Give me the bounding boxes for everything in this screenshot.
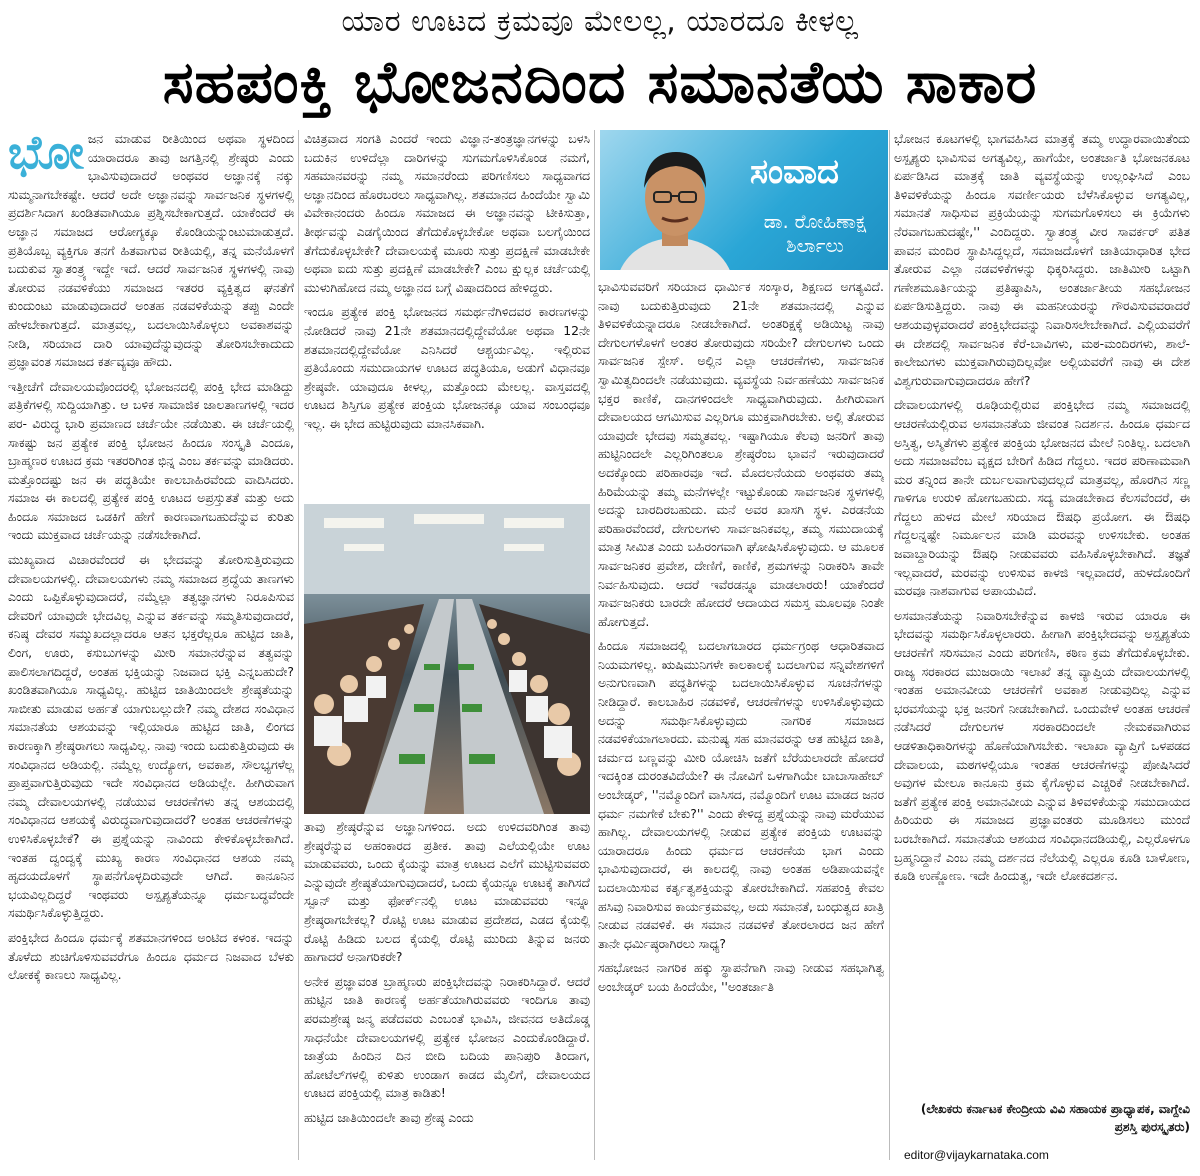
paragraph: ತಾವು ಶ್ರೇಷ್ಠರೆನ್ನುವ ಅಜ್ಞಾನಿಗಳಿಂದ. ಅದು ಉಳಿದವರಿಗಿಂತ ತಾವು ಶ್ರೇಷ್ಠರೆನ್ನುವ ಅಹಂಕಾರದ ಪ್ರತೀಕ. ತಾವು ಎಲೆಯಲ್ಲಿಯೇ ಊಟ ಮಾಡುವವರು, ಒಂದು ಕೈಯನ್ನು ಮಾತ್ರ ಊಟದ ಎಲೆಗೆ ಮುಟ್ಟಿಸುವವರು ಎನ್ನುವುದೇ ಶ್ರೇಷ್ಠತೆಯಾಗುವುದಾದರೆ, ಒಂದು ಕೈಯನ್ನೂ ಊಟಕ್ಕೆ ತಾಗಿಸದೆ ಸ್ಪೂನ್ ಮತ್ತು ಫೋರ್ಕ್‌ನಲ್ಲಿ ಊಟ ಮಾಡುವವರು ಇನ್ನೂ ಶ್ರೇಷ್ಠರಾಗಬೇಕಲ್ಲ? ರೊಟ್ಟಿ ಊಟ ಮಾಡುವ ಪ್ರದೇಶದ, ಎಡದ ಕೈಯಲ್ಲಿ ರೊಟ್ಟಿ ಹಿಡಿದು ಬಲದ ಕೈಯಲ್ಲಿ ರೊಟ್ಟಿ ಮುರಿದು ತಿನ್ನುವ ಜನರು ಹಾಗಾದರೆ ಅನಾಗರಿಕರೇ? <box>304 819 590 965</box>
author-note: (ಲೇಖಕರು ಕರ್ನಾಟಕ ಕೇಂದ್ರೀಯ ವಿವಿ ಸಹಾಯಕ ಪ್ರಾಧ್ಯಾಪಕ, ವಾಗ್ದೇವಿ ಪ್ರಶಸ್ತಿ ಪುರಸ್ಕೃತರು) <box>920 1102 1190 1134</box>
paragraph: ಜನ ಮಾಡುವ ರೀತಿಯಿಂದ ಅಥವಾ ಸ್ಥಳದಿಂದ ಯಾರಾದರೂ ತಾವು ಜಗತ್ತಿನಲ್ಲಿ ಶ್ರೇಷ್ಠರು ಎಂದು ಭಾವಿಸುವುದಾದರೆ ಅಂಥವರ ಅಜ್ಞಾನಕ್ಕೆ ನಕ್ಕು ಸುಮ್ಮನಾಗಬೇಕಷ್ಟೇ. ಆದರೆ ಅದೇ ಅಜ್ಞಾನವನ್ನು ಸಾರ್ವಜನಿಕ ಸ್ಥಳಗಳಲ್ಲಿ ಪ್ರದರ್ಶಿಸಿದಾಗ ಖಂಡಿತವಾಗಿಯೂ ಪ್ರಶ್ನಿಸಬೇಕಾಗುತ್ತದೆ. ಯಾಕೆಂದರೆ ಈ ಅಜ್ಞಾನ ಸಮಾಜದ ಆರೋಗ್ಯಕ್ಕೂ ಕೊಂಡಿಯನ್ನುಂಟುಮಾಡುತ್ತದೆ. ಪ್ರತಿಯೊಬ್ಬ ವ್ಯಕ್ತಿಗೂ ತನಗೆ ಹಿತವಾಗುವ ರೀತಿಯಲ್ಲಿ, ತನ್ನ ಮನೆಯೊಳಗೆ ಬದುಕುವ ಸ್ವಾತಂತ್ರ್ಯ ಇದ್ದೇ ಇದೆ. ಆದರೆ ಸಾರ್ವಜನಿಕ ಸ್ಥಳಗಳಲ್ಲಿ ನಾವು ತೋರುವ ನಡವಳಿಕೆಯು ಸಮಾಜದ ಇತರರ ವ್ಯಕ್ತಿತ್ವದ ಘನತೆಗೆ ಕುಂದುಂಟು ಮಾಡುವುದಾದರೆ ಅಂತಹ ನಡವಳಿಕೆಯನ್ನು ತಪ್ಪು ಎಂದೇ ಹೇಳಬೇಕಾಗುತ್ತದೆ. ಮಾತ್ರವಲ್ಲ, ಬದಲಾಯಿಸಿಕೊಳ್ಳಲು ಅವಕಾಶವನ್ನು ನೀಡಿ, ಸರಿಯಾದ ದಾರಿ ಯಾವುದೆನ್ನುವುದನ್ನು ತೋರಿಸಬೇಕಾದುದು ಪ್ರಜ್ಞಾವಂತ ಸಮಾಜದ ಕರ್ತವ್ಯವೂ ಹೌದು. <box>8 131 294 370</box>
paragraph: ಹಿಂದೂ ಸಮಾಜದಲ್ಲಿ ಬದಲಾಗಬಾರದ ಧರ್ಮಗ್ರಂಥ ಆಧಾರಿತವಾದ ನಿಯಮಗಳಿಲ್ಲ. ಋಷಿಮುನಿಗಳೇ ಕಾಲಕಾಲಕ್ಕೆ ಬದಲಾಗುವ ಸನ್ನಿವೇಶಗಳಿಗೆ ಅನುಗುಣವಾಗಿ ಪದ್ಧತಿಗಳನ್ನು ಬದಲಾಯಿಸಿಕೊಳ್ಳುವ ಸೂಚನೆಗಳನ್ನು ನೀಡಿದ್ದಾರೆ. ಕಾಲಬಾಹಿರ ನಡವಳಿಕೆ, ಆಚರಣೆಗಳನ್ನು ಉಳಿಸಿಕೊಳ್ಳುವುದು ಅದನ್ನು ಸಮರ್ಥಿಸಿಕೊಳ್ಳುವುದು ನಾಗರಿಕ ಸಮಾಜದ ನಡವಳಿಕೆಯಾಗಲಾರದು. ಮನುಷ್ಯ ಸಹ ಮಾನವರನ್ನು ಆತ ಹುಟ್ಟಿದ ಜಾತಿ, ಚರ್ಮದ ಬಣ್ಣವನ್ನು ಮೀರಿ ಯೋಚಿಸಿ ಜತೆಗೆ ಬೆರೆಯಲಾರದೇ ಹೋದರೆ ಇದಕ್ಕಿಂತ ದುರಂತವಿದೆಯೇ? ಈ ನೋವಿಗೆ ಒಳಗಾಗಿಯೇ ಬಾಬಾಸಾಹೇಬ್ ಅಂಬೇಡ್ಕರ್, ''ನಮ್ಮೊಂದಿಗೆ ವಾಸಿಸದ, ನಮ್ಮೊಂದಿಗೆ ಊಟ ಮಾಡದ ಜನರ ಧರ್ಮ ನಮಗೇಕೆ ಬೇಕು?'' ಎಂದು ಕೇಳಿದ್ದ ಪ್ರಶ್ನೆಯನ್ನು ನಾವು ಮರೆಯುವ ಹಾಗಿಲ್ಲ. ದೇವಾಲಯಗಳಲ್ಲಿ ನೀಡುವ ಪ್ರತ್ಯೇಕ ಪಂಕ್ತಿಯ ಊಟವನ್ನು ಯಾರಾದರೂ ಹಿಂದು ಧರ್ಮದ ಆಚರಣೆಯ ಭಾಗ ಎಂದು ಭಾವಿಸುವುದಾದರೆ, ಈ ಕಾಲದಲ್ಲಿ ನಾವು ಅಂತಹ ಅಡಿಪಾಯವನ್ನೇ ಬದಲಾಯಿಸುವ ಕರ್ತೃತ್ವಶಕ್ತಿಯನ್ನು ತೋರಬೇಕಾಗಿದೆ. ಸಹಪಂಕ್ತಿ ಕೇವಲ ಹಸಿವು ನಿವಾರಿಸುವ ಕಾರ್ಯಕ್ರಮವಲ್ಲ, ಅದು ಸಮಾನತೆ, ಬಂಧುತ್ವದ ಖಾತ್ರಿ ನೀಡುವ ನಡವಳಿಕೆ. ಈ ಸಮಾನ ನಡವಳಿಕೆ ತೋರಲಾರದ ಜನ ಹೇಗೆ ತಾನೇ ಧರ್ಮಿಷ್ಠರಾಗಿರಲು ಸಾಧ್ಯ? <box>598 638 884 951</box>
paragraph: ಹುಟ್ಟಿದ ಜಾತಿಯಿಂದಲೇ ತಾವು ಶ್ರೇಷ್ಠ ಎಂದು <box>304 1109 474 1125</box>
paragraph: ಇತ್ತೀಚೆಗೆ ದೇವಾಲಯವೊಂದರಲ್ಲಿ ಭೋಜನದಲ್ಲಿ ಪಂಕ್ತಿ ಭೇದ ಮಾಡಿದ್ದು ಪತ್ರಿಕೆಗಳಲ್ಲಿ ಸುದ್ದಿಯಾಗಿತ್ತು. ಆ ಬಳಿಕ ಸಾಮಾಜಿಕ ಜಾಲತಾಣಗಳಲ್ಲಿ ಇದರ ಪರ- ವಿರುದ್ಧ ಭಾರಿ ಪ್ರಮಾಣದ ಚರ್ಚೆಯೇ ನಡೆಯಿತು. ಈ ಚರ್ಚೆಯಲ್ಲಿ ಸಾಕಷ್ಟು ಜನ ಪ್ರತ್ಯೇಕ ಪಂಕ್ತಿ ಭೋಜನ ಹಿಂದೂ ಸಂಸ್ಕೃತಿ ಎಂದೂ, ಬ್ರಾಹ್ಮಣರ ಊಟದ ಕ್ರಮ ಇತರರಿಗಿಂತ ಭಿನ್ನ ಎಂಬ ತರ್ಕವನ್ನು ಮಾಡಿದರು. ಮತ್ತೊಂದಷ್ಟು ಜನ ಈ ಪದ್ಧತಿಯೇ ಕಾಲಬಾಹಿರವೆಂದು ವಾದಿಸಿದರು. ಸಮಾಜ ಈ ಕಾಲದಲ್ಲಿ ಪ್ರತ್ಯೇಕ ಪಂಕ್ತಿ ಊಟದ ಅಪ್ರಸ್ತುತತೆ ಮತ್ತು ಅದು ಹಿಂದೂ ಸಮಾಜದ ಒಡಕಿಗೆ ಹೇಗೆ ಕಾರಣವಾಗಬಹುದೆನ್ನುವ ಕುರಿತು ಇಂದು ಮುಕ್ತವಾದ ಚರ್ಚೆಯನ್ನು ನಡೆಸಬೇಕಾಗಿದೆ. <box>8 378 294 543</box>
article-column-1 <box>8 130 294 1170</box>
article-column-4 <box>894 130 1190 1120</box>
author-name: ಡಾ. ರೋಹಿಣಾಕ್ಷ ಶಿರ್ಲಾಲು <box>763 211 867 257</box>
article-column-2-top <box>304 130 590 500</box>
article-headline: ಸಹಪಂಕ್ತಿ ಭೋಜನದಿಂದ ಸಮಾನತೆಯ ಸಾಕಾರ <box>162 48 1038 116</box>
paragraph: ಭೋಜನ ಕೂಟಗಳಲ್ಲಿ ಭಾಗವಹಿಸಿದ ಮಾತ್ರಕ್ಕೆ ತಮ್ಮ ಉದ್ಧಾರವಾಯಿತೆಂದು ಅಸ್ಪೃಶ್ಯರು ಭಾವಿಸುವ ಅಗತ್ಯವಿಲ್ಲ, ಹಾಗೆಯೇ, ಅಂತರ್ಜಾತಿ ಭೋಜನಕೂಟ ಏರ್ಪಡಿಸಿದ ಮಾತ್ರಕ್ಕೆ ಜಾತಿ ವ್ಯವಸ್ಥೆಯನ್ನು ಉಲ್ಲಂಘಿಸಿದೆ ಎಂಬ ತಿಳಿವಳಿಕೆಯನ್ನು ಹಿಂದೂ ಸವರ್ಣೀಯರು ಬೆಳೆಸಿಕೊಳ್ಳುವ ಅಗತ್ಯವಿಲ್ಲ, ಸಮಾನತೆ ಸಾಧಿಸುವ ಪ್ರಕ್ರಿಯೆಯನ್ನು ಸುಗಮಗೊಳಿಸಲು ಈ ಕ್ರಿಯೆಗಳು ನೆರವಾಗಬಹುದಷ್ಟೇ,'' ಎಂದಿದ್ದರು. ಸ್ವಾತಂತ್ರ್ಯ ವೀರ ಸಾವರ್ಕರ್ ಪತಿತ ಪಾವನ ಮಂದಿರ ಸ್ಥಾಪಿಸಿದ್ದಲ್ಲದೆ, ಸಮಾಜದೊಳಗೆ ಜಾತಿಯಾಧಾರಿತ ಭೇದ ತೋರುವ ಎಲ್ಲಾ ನಡವಳಿಕೆಗಳನ್ನು ಧಿಕ್ಕರಿಸಿದ್ದರು. ಜಾತಿಮೀರಿ ಒಟ್ಟಾಗಿ ಗಣೇಶಮೂರ್ತಿಯನ್ನು ಪ್ರತಿಷ್ಠಾಪಿಸಿ, ಅಂತರ್ಜಾತೀಯ ಸಹಭೋಜನ ಏರ್ಪಡಿಸುತ್ತಿದ್ದರು. ನಾವು ಈ ಮಹನೀಯರನ್ನು ಗೌರವಿಸುವವರಾದರೆ ಆಶಯವುಳ್ಳವರಾದರೆ ಪಂಕ್ತಿಭೇದವನ್ನು ನಿವಾರಿಸಲೇಬೇಕಾಗಿದೆ. ಎಲ್ಲಿಯವರೆಗೆ ಈ ದೇಶದಲ್ಲಿ ಸಾರ್ವಜನಿಕ ಕೆರೆ-ಬಾವಿಗಳು, ಮಠ-ಮಂದಿರಗಳು, ಶಾಲೆ-ಕಾಲೇಜುಗಳು ಮುಕ್ತವಾಗಿರುವುದಿಲ್ಲವೋ ಅಲ್ಲಿಯವರೆಗೆ ನಾವು ಈ ದೇಶ ವಿಶ್ವಗುರುವಾಗುವುದಾದರೂ ಹೇಗೆ? <box>894 131 1190 388</box>
column-divider <box>889 130 890 1160</box>
article-column-3 <box>598 278 884 1170</box>
column-name: ಸಂವಾದ <box>750 152 839 192</box>
paragraph: ಭಾವಿಸುವವರಿಗೆ ಸರಿಯಾದ ಧಾರ್ಮಿಕ ಸಂಸ್ಕಾರ, ಶಿಕ್ಷಣದ ಅಗತ್ಯವಿದೆ. ನಾವು ಬದುಕುತ್ತಿರುವುದು 21ನೇ ಶತಮಾನದಲ್ಲಿ ಎನ್ನುವ ತಿಳಿವಳಿಕೆಯನ್ನಾದರೂ ನೀಡಬೇಕಾಗಿದೆ. ಅಂತರಿಕ್ಷಕ್ಕೆ ಅಡಿಯಿಟ್ಟ ನಾವು ದೇಗುಲಗಳೊಳಗೆ ಅಂತರ ತೋರುವುದು ಸರಿಯೇ? ದೇಗುಲಗಳು ಒಂದು ಸಾರ್ವಜನಿಕ ಸ್ಪೇಸ್. ಅಲ್ಲಿನ ಎಲ್ಲಾ ಆಚರಣೆಗಳು, ಸಾರ್ವಜನಿಕ ಸ್ವಾಮಿತ್ವದಿಂದಲೇ ನಡೆಯುವುದು. ವ್ಯವಸ್ಥೆಯ ನಿರ್ವಹಣೆಯು ಸಾರ್ವಜನಿಕ ಭಕ್ತರ ಕಾಣಿಕೆ, ದಾನಗಳಿಂದಲೇ ಸಾಧ್ಯವಾಗಿರುವುದು. ಹೀಗಿರುವಾಗ ದೇವಾಲಯದ ಆಗಮಿಸುವ ಎಲ್ಲರಿಗೂ ಮುಕ್ತವಾಗಿರಬೇಕು. ಅಲ್ಲಿ ತೋರುವ ಯಾವುದೇ ಭೇದವು ಸಮ್ಮತವಲ್ಲ. ಇಷ್ಟಾಗಿಯೂ ಕೆಲವು ಜನರಿಗೆ ತಾವು ಹುಟ್ಟಿನಿಂದಲೇ ಎಲ್ಲರಿಗಿಂತಲೂ ಶ್ರೇಷ್ಠರೆಂಬ ಭಾವನೆ ಇರುವುದಾದರೆ ಅದಕ್ಕೊಂದು ಪರಿಹಾರವೂ ಇದೆ. ಮೊದಲನೆಯದು ಅಂಥವರು ತಮ್ಮ ಹಿರಿಮೆಯನ್ನು ತಮ್ಮ ಮನೆಗಳಲ್ಲೇ ಇಟ್ಟುಕೊಂಡು ಸಾರ್ವಜನಿಕ ಸ್ಥಳಗಳಲ್ಲಿ ಅದನ್ನು ಬಾರದಿರಬಹುದು. ಮನೆ ಅವರ ಖಾಸಗಿ ಸ್ಥಳ. ಎರಡನೆಯ ಪರಿಹಾರವೆಂದರೆ, ದೇಗುಲಗಳು ಸಾರ್ವಜನಿಕವಲ್ಲ, ತಮ್ಮ ಸಮುದಾಯಕ್ಕೆ ಮಾತ್ರ ಸೀಮಿತ ಎಂದು ಬಹಿರಂಗವಾಗಿ ಘೋಷಿಸಿಕೊಳ್ಳುವುದು. ಆ ಮೂಲಕ ಸಾರ್ವಜನಿಕರ ಪ್ರವೇಶ, ದೇಣಿಗೆ, ಕಾಣಿಕೆ, ಶ್ರಮಗಳನ್ನು ನಿರಾಕರಿಸಿ ತಾವೇ ನಿರ್ವಹಿಸುವುದು. ಆದರೆ ಇವೆರಡನ್ನೂ ಮಾಡಲಾರರು! ಯಾಕೆಂದರೆ ಸಾರ್ವಜನಿಕರು ಬಾರದೇ ಹೋದರೆ ಆದಾಯದ ಸಮಸ್ತ ಮೂಲವೂ ನಿಂತೇ ಹೋಗುತ್ತದೆ. <box>598 279 884 629</box>
paragraph: ಪಂಕ್ತಿಭೇದ ಹಿಂದೂ ಧರ್ಮಕ್ಕೆ ಶತಮಾನಗಳಿಂದ ಅಂಟಿದ ಕಳಂಕ. ಇದನ್ನು ತೊಳೆದು ಶುಚಿಗೊಳಿಸುವವರೆಗೂ ಹಿಂದೂ ಧರ್ಮದ ನಿಜವಾದ ಬೆಳಕು ಲೋಕಕ್ಕೆ ಕಾಣಲು ಸಾಧ್ಯವಿಲ್ಲ. <box>8 929 294 983</box>
paragraph: ಅನೇಕ ಪ್ರಜ್ಞಾವಂತ ಬ್ರಾಹ್ಮಣರು ಪಂಕ್ತಿಭೇದವನ್ನು ನಿರಾಕರಿಸಿದ್ದಾರೆ. ಆದರೆ ಹುಟ್ಟಿನ ಜಾತಿ ಕಾರಣಕ್ಕೆ ಅರ್ಹತೆಯಾಗಿರುವವರು ಇಂದಿಗೂ ತಾವು ಪರಮಶ್ರೇಷ್ಠ ಜನ್ಮ ಪಡೆದವರು ಎಂಬಂತೆ ಭಾವಿಸಿ, ಜೀವನದ ಅತಿದೊಡ್ಡ ಸಾಧನೆಯೇ ದೇವಾಲಯಗಳಲ್ಲಿ ಪ್ರತ್ಯೇಕ ಭೋಜನ ಎಂದುಕೊಂಡಿದ್ದಾರೆ. ಜಾತ್ರೆಯ ಹಿಂದಿನ ದಿನ ಬೀದಿ ಬದಿಯ ಪಾನಿಪುರಿ ತಿಂದಾಗ, ಹೋಟೆಲ್‌ಗಳಲ್ಲಿ ಕುಳಿತು ಉಂಡಾಗ ಕಾಡದ ಮೈಲಿಗೆ, ದೇವಾಲಯದ ಊಟದ ಪಂಕ್ತಿಯಲ್ಲಿ ಮಾತ್ರ ಕಾಡಿತು! <box>304 973 590 1101</box>
paragraph: ಇಂದೂ ಪ್ರತ್ಯೇಕ ಪಂಕ್ತಿ ಭೋಜನದ ಸಮರ್ಥನೆಗಿಳಿದವರ ಕಾರಣಗಳನ್ನು ನೋಡಿದರೆ ನಾವು 21ನೇ ಶತಮಾನದಲ್ಲಿದ್ದೇವೆಯೋ ಅಥವಾ 12ನೇ ಶತಮಾನದಲ್ಲಿದ್ದೇವೆಯೋ ಎನಿಸಿದರೆ ಆಶ್ಚರ್ಯವಿಲ್ಲ. ಇಲ್ಲಿರುವ ಪ್ರತಿಯೊಂದು ಸಮುದಾಯಗಳ ಊಟದ ಪದ್ಧತಿಯೂ, ಅಡುಗೆ ವಿಧಾನವೂ ಶ್ರೇಷ್ಠವೇ. ಯಾವುದೂ ಕೀಳಲ್ಲ, ಮತ್ತೊಂದು ಮೇಲಲ್ಲ. ವಾಸ್ತವದಲ್ಲಿ ಊಟದ ಶಿಸ್ತಿಗೂ ಪ್ರತ್ಯೇಕ ಪಂಕ್ತಿಯ ಭೋಜನಕ್ಕೂ ಯಾವ ಸಂಬಂಧವೂ ಇಲ್ಲ. ಈ ಭೇದ ಹುಟ್ಟಿರುವುದು ಮಾನಸಿಕವಾಗಿ. <box>304 304 590 431</box>
column-divider <box>594 130 595 1160</box>
paragraph: ಅಸಮಾನತೆಯನ್ನು ನಿವಾರಿಸಬೇಕೆನ್ನುವ ಕಾಳಜಿ ಇರುವ ಯಾರೂ ಈ ಭೇದವನ್ನು ಸಮರ್ಥಿಸಿಕೊಳ್ಳಲಾರರು. ಹೀಗಾಗಿ ಪಂಕ್ತಿಭೇದವನ್ನು ಅಸ್ಪೃಶ್ಯತೆಯ ಆಚರಣೆಗೆ ಸರಿಸಮಾನ ಎಂದು ಪರಿಗಣಿಸಿ, ಕಠಿಣ ಕ್ರಮ ತೆಗೆದುಕೊಳ್ಳಬೇಕು. ರಾಜ್ಯ ಸರಕಾರದ ಮುಜರಾಯಿ ಇಲಾಖೆ ತನ್ನ ವ್ಯಾಪ್ತಿಯ ದೇವಾಲಯಗಳಲ್ಲಿ ಇಂತಹ ಅಮಾನವೀಯ ಆಚರಣೆಗೆ ಅವಕಾಶ ನೀಡುವುದಿಲ್ಲ ಎನ್ನುವ ಭರವಸೆಯನ್ನು ಭಕ್ತ ಜನರಿಗೆ ನೀಡಬೇಕಾಗಿದೆ. ಒಂದುವೇಳೆ ಅಂತಹ ಆಚರಣೆ ನಡೆಸಿದರೆ ದೇಗುಲಗಳ ಸರಕಾರದಿಂದಲೇ ನೇಮಕವಾಗಿರುವ ಆಡಳಿತಾಧಿಕಾರಿಗಳನ್ನು ಹೊಣೆಯಾಗಿಸಬೇಕು. ಇಲಾಖಾ ವ್ಯಾಪ್ತಿಗೆ ಒಳಪಡದ ದೇವಾಲಯ, ಮಠಗಳಲ್ಲಿಯೂ ಇಂತಹ ಆಚರಣೆಗಳನ್ನು ಪೋಷಿಸಿದರೆ ಅವುಗಳ ಮೇಲೂ ಕಾನೂನು ಕ್ರಮ ಕೈಗೊಳ್ಳುವ ಎಚ್ಚರಿಕೆ ನೀಡಬೇಕಾಗಿದೆ. ಜತೆಗೆ ಪ್ರತ್ಯೇಕ ಪಂಕ್ತಿ ಅಮಾನವೀಯ ಎನ್ನುವ ತಿಳಿವಳಿಕೆಯನ್ನು ಸಮುದಾಯದ ಹಿರಿಯರು ಈ ಸಮಾಜದ ಪ್ರಜ್ಞಾವಂತರು ಮೂಡಿಸಲು ಮುಂದೆ ಬರಬೇಕಾಗಿದೆ. ಸಮಾನತೆಯ ಆಶಯದ ಸಂವಿಧಾನದಡಿಯಲ್ಲಿ, ಎಲ್ಲರೊಳಗೂ ಬ್ರಹ್ಮನಿದ್ದಾನೆ ಎಂಬ ನಮ್ಮ ದರ್ಶನದ ನೆಲೆಯಲ್ಲಿ ಎಲ್ಲರೂ ಕೂಡಿ ಬಾಳೋಣ, ಕೂಡಿ ಉಣ್ಣೋಣ. ಇದೇ ಹಿಂದುತ್ವ, ಇದೇ ಲೋಕದರ್ಶನ. <box>894 607 1190 884</box>
contact-email[interactable]: editor@vijaykarnataka.com <box>904 1148 1049 1162</box>
dining-hall-image <box>304 504 590 814</box>
paragraph: ದೇವಾಲಯಗಳಲ್ಲಿ ರೂಢಿಯಲ್ಲಿರುವ ಪಂಕ್ತಿಭೇದ ನಮ್ಮ ಸಮಾಜದಲ್ಲಿ ಆಚರಣೆಯಲ್ಲಿರುವ ಅಸಮಾನತೆಯ ಜೀವಂತ ನಿದರ್ಶನ. ಹಿಂದೂ ಧರ್ಮದ ಅಸ್ತಿತ್ವ, ಅಸ್ಮಿತೆಗಳು ಪ್ರತ್ಯೇಕ ಪಂಕ್ತಿಯ ಭೋಜನದ ಮೇಲೆ ನಿಂತಿಲ್ಲ. ಬದಲಾಗಿ ಅದು ಸಮಾಜವೆಂಬ ವೃಕ್ಷದ ಬೇರಿಗೆ ಹಿಡಿದ ಗೆದ್ದಲು. ಇದರ ಪರಿಣಾಮವಾಗಿ ಮರ ತನ್ನಿಂದ ತಾನೇ ದುರ್ಬಲವಾಗುವುದಲ್ಲದೆ ಮಾತ್ರವಲ್ಲ, ಹೊರಗಿನ ಸಣ್ಣ ಗಾಳಿಗೂ ಉರುಳಿ ಹೋಗಬಹುದು. ಸದ್ಯ ಮಾಡಬೇಕಾದ ಕೆಲಸವೆಂದರೆ, ಈ ಗೆದ್ದಲು ಹುಳದ ಮೇಲೆ ಸರಿಯಾದ ಔಷಧಿ ಪ್ರಯೋಗ. ಈ ಔಷಧಿ ಗೆದ್ದಲನ್ನಷ್ಟೇ ನಿರ್ಮೂಲನ ಮಾಡಿ ಮರವನ್ನು ಉಳಿಸಬೇಕು. ಅಂತಹ ಜವಾಬ್ದಾರಿಯನ್ನು ಔಷಧಿ ನೀಡುವವರು ವಹಿಸಿಕೊಳ್ಳಬೇಕಾಗಿದೆ. ತಜ್ಞತೆ ಇಲ್ಲವಾದರೆ, ಮರವನ್ನು ಉಳಿಸುವ ಕಾಳಜಿ ಇಲ್ಲವಾದರೆ, ಹುಳದೊಂದಿಗೆ ಮರವೂ ನಾಶವಾಗುವ ಅಪಾಯವಿದೆ. <box>894 397 1190 599</box>
dining-hall-photo <box>304 504 590 814</box>
column-box-samvada <box>600 130 888 270</box>
paragraph: ಮುಖ್ಯವಾದ ವಿಚಾರವೆಂದರೆ ಈ ಭೇದವನ್ನು ತೋರಿಸುತ್ತಿರುವುದು ದೇವಾಲಯಗಳಲ್ಲಿ. ದೇವಾಲಯಗಳು ನಮ್ಮ ಸಮಾಜದ ಶ್ರದ್ಧೆಯ ತಾಣಗಳು ಎಂದು ಒಪ್ಪಿಕೊಳ್ಳುವುದಾದರೆ, ನಮ್ಮೆಲ್ಲಾ ತತ್ವಜ್ಞಾನಗಳು ನಿರೂಪಿಸುವ ದೇವರಿಗೆ ಯಾವುದೇ ಭೇದವಿಲ್ಲ ಎನ್ನುವ ತರ್ಕವನ್ನು ಸಮ್ಮತಿಸುವುದಾದರೆ, ಕನಿಷ್ಠ ದೇವರ ಸಮ್ಮುಖದಲ್ಲಾದರೂ ಆತನ ಭಕ್ತರೆಲ್ಲರೂ ಹುಟ್ಟಿದ ಜಾತಿ, ಲಿಂಗ, ಊರು, ಕಸುಬುಗಳನ್ನು ಮೀರಿ ಸಮಾನರೆನ್ನುವ ತತ್ವವನ್ನು ಪಾಲಿಸಲಾಗದಿದ್ದರೆ, ಅಂತಹ ಭಕ್ತಿಯನ್ನು ನಿಜವಾದ ಭಕ್ತಿ ಎನ್ನಬಹುದೇ? ಖಂಡಿತವಾಗಿಯೂ ಸಾಧ್ಯವಿಲ್ಲ. ಹುಟ್ಟಿದ ಜಾತಿಯಿಂದಲೇ ಶ್ರೇಷ್ಠತೆಯನ್ನು ಸಾಬೀತು ಮಾಡುವ ಅರ್ಹತೆ ಯಾಗುಬಲ್ಲುದೇ? ನಮ್ಮ ದೇಶದ ಸಂವಿಧಾನ ಸಮಾನತೆಯ ಆಶಯವನ್ನು ಇಲ್ಲಿಯಾರೂ ಹುಟ್ಟಿದ ಜಾತಿ, ಲಿಂಗದ ಕಾರಣಕ್ಕಾಗಿ ಶ್ರೇಷ್ಠರಾಗಲು ಸಾಧ್ಯವಿಲ್ಲ. ನಾವು ಇಂದು ಬದುಕುತ್ತಿರುವುದು ಈ ಸಂವಿಧಾನದ ಅಡಿಯಲ್ಲಿ. ನಮ್ಮೆಲ್ಲ ಉದ್ಯೋಗ, ಅವಕಾಶ, ಸೌಲಭ್ಯಗಳೆಲ್ಲ ಪ್ರಾಪ್ತವಾಗುತ್ತಿರುವುದು ಇದೇ ಸಂವಿಧಾನದ ಅಡಿಯಲ್ಲೇ. ಹೀಗಿರುವಾಗ ನಮ್ಮ ದೇವಾಲಯಗಳಲ್ಲಿ ನಡೆಯುವ ಆಚರಣೆಗಳು ತನ್ನ ಆಶಯದಲ್ಲಿ ಸಂವಿಧಾನದ ಆಶಯಕ್ಕೆ ವಿರುದ್ಧವಾಗುವುದಾದರೆ? ಅಂತಹ ಆಚರಣೆಗಳನ್ನು ಉಳಿಸಿಕೊಳ್ಳಬೇಕೆ? ಈ ಪ್ರಶ್ನೆಯನ್ನು ನಾವಿಂದು ಕೇಳಿಕೊಳ್ಳಬೇಕಾಗಿದೆ. ಇಂತಹ ದ್ವಂದ್ವಕ್ಕೆ ಮುಖ್ಯ ಕಾರಣ ಸಂವಿಧಾನದ ಆಶಯ ನಮ್ಮ ಹೃದಯದೊಳಗೆ ಸ್ಥಾಪನೆಗೊಳ್ಳದಿರುವುದೇ ಆಗಿದೆ. ಕಾನೂನಿನ ಭಯವಿಲ್ಲದಿದ್ದರೆ ಇಂಥವರು ಅಸ್ಪೃಶ್ಯತೆಯನ್ನೂ ಧರ್ಮಬದ್ಧವೆಂದೇ ಸಮರ್ಥಿಸಿಕೊಳ್ಳುತ್ತಿದ್ದರು. <box>8 552 294 921</box>
paragraph: ವಿಚಿತ್ರವಾದ ಸಂಗತಿ ಎಂದರೆ ಇಂದು ವಿಜ್ಞಾನ-ತಂತ್ರಜ್ಞಾನಗಳನ್ನು ಬಳಸಿ ಬದುಕಿನ ಉಳಿದೆಲ್ಲಾ ದಾರಿಗಳನ್ನು ಸುಗಮಗೊಳಿಸಿಕೊಂಡ ನಮಗೆ, ಸಹಮಾನವರನ್ನು ನಮ್ಮ ಸಮಾನರೆಂದು ಪರಿಗಣಿಸಲು ಸಾಧ್ಯವಾಗದ ಅಜ್ಞಾನದಿಂದ ಹೊರಬರಲು ಸಾಧ್ಯವಾಗಿಲ್ಲ. ಶತಮಾನದ ಹಿಂದೆಯೇ ಸ್ವಾಮಿ ವಿವೇಕಾನಂದರು ಹಿಂದೂ ಸಮಾಜದ ಈ ಅಜ್ಞಾನವನ್ನು ಟೀಕಿಸುತ್ತಾ, ತೀರ್ಥವನ್ನು ಎಡಗೈಯಿಂದ ತೆಗೆದುಕೊಳ್ಳಬೇಕೋ ಅಥವಾ ಬಲಗೈಯಿಂದ ತೆಗೆದುಕೊಳ್ಳಬೇಕೇ? ದೇವಾಲಯಕ್ಕೆ ಮೂರು ಸುತ್ತು ಪ್ರದಕ್ಷಿಣೆ ಮಾಡಬೇಕೇ ಅಥವಾ ಐದು ಸುತ್ತು ಪ್ರದಕ್ಷಿಣೆ ಮಾಡಬೇಕೇ? ಎಂಬ ಕ್ಷುಲ್ಲಕ ಚರ್ಚೆಯಲ್ಲಿ ಮುಳುಗಿಹೋದ ನಮ್ಮ ಅಜ್ಞಾನದ ಬಗ್ಗೆ ವಿಷಾದದಿಂದ ಹೇಳಿದ್ದರು. <box>304 131 590 295</box>
author-portrait <box>616 136 734 270</box>
article-kicker: ಯಾರ ಊಟದ ಕ್ರಮವೂ ಮೇಲಲ್ಲ, ಯಾರದೂ ಕೀಳಲ್ಲ <box>341 4 859 39</box>
paragraph: ಸಹಭೋಜನ ನಾಗರಿಕ ಹಕ್ಕು ಸ್ಥಾಪನೆಗಾಗಿ ನಾವು ನೀಡುವ ಸಹಭಾಗಿತ್ವ ಅಂಬೇಡ್ಕರ್ ಬಯ ಹಿಂದೆಯೇ, ''ಅಂತರ್ಜಾತಿ <box>598 960 884 994</box>
drop-cap: ಭೋ <box>8 130 84 179</box>
article-column-2-bottom <box>304 818 590 1170</box>
column-divider <box>298 130 299 1160</box>
